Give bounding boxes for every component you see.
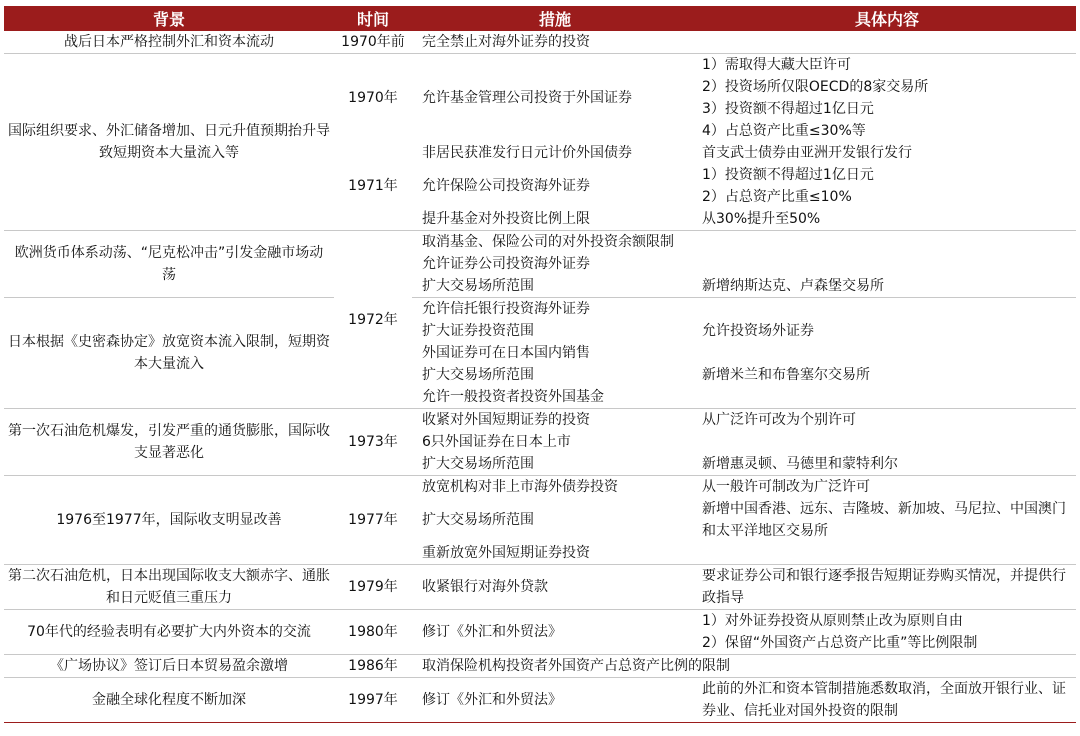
measure-cell: 允许信托银行投资海外证券 <box>412 298 698 321</box>
content-cell <box>698 542 1076 565</box>
content-cell <box>698 31 1076 54</box>
measure-cell: 允许保险公司投资海外证券 <box>422 178 590 194</box>
content-cell <box>698 231 1076 254</box>
content-cell <box>698 253 1076 275</box>
content-cell: 允许投资场外证券 <box>702 323 814 339</box>
measure-cell: 重新放宽外国短期证券投资 <box>422 545 590 561</box>
measure-cell: 收紧银行对海外贷款 <box>412 565 698 610</box>
time-cell: 1980年 <box>334 610 412 655</box>
measure-cell: 收紧对外国短期证券的投资 <box>412 409 698 432</box>
measure-cell: 提升基金对外投资比例上限 <box>422 211 590 227</box>
content-cell: 此前的外汇和资本管制措施悉数取消，全面放开银行业、证券业、信托业对国外投资的限制 <box>698 678 1076 723</box>
content-cell: 新增纳斯达克、卢森堡交易所 <box>702 278 884 294</box>
content-line: 1）需取得大藏大臣许可 <box>702 57 851 73</box>
background-cell: 《广场协议》签订后日本贸易盈余激增 <box>4 655 334 678</box>
background-cell: 第二次石油危机，日本出现国际收支大额赤字、通胀和日元贬值三重压力 <box>4 565 334 610</box>
background-cell: 国际组织要求、外汇储备增加、日元升值预期抬升导致短期资本大量流入等 <box>4 54 334 231</box>
measure-cell: 扩大交易场所范围 <box>422 278 534 294</box>
background-cell: 70年代的经验表明有必要扩大内外资本的交流 <box>4 610 334 655</box>
time-cell: 1970年 <box>334 54 412 143</box>
content-line: 1）投资额不得超过1亿日元 <box>702 167 874 183</box>
content-line: 1）对外证券投资从原则禁止改为原则自由 <box>702 613 963 629</box>
measure-cell: 放宽机构对非上市海外债券投资 <box>412 476 698 499</box>
content-cell <box>698 610 1076 655</box>
table-row <box>4 565 1076 610</box>
measure-cell: 6只外国证券在日本上市 <box>422 434 571 450</box>
content-cell: 新增惠灵顿、马德里和蒙特利尔 <box>702 456 898 472</box>
content-cell <box>698 54 1076 143</box>
header-content: 具体内容 <box>698 6 1076 31</box>
measure-cell: 允许基金管理公司投资于外国证券 <box>412 54 698 143</box>
measure-cell: 修订《外汇和外贸法》 <box>412 678 698 723</box>
policy-table <box>4 6 1076 723</box>
header-measure: 措施 <box>412 6 698 31</box>
measure-cell: 允许一般投资者投资外国基金 <box>422 389 604 405</box>
content-cell: 从广泛许可改为个别许可 <box>698 409 1076 432</box>
content-cell <box>698 164 1076 208</box>
table-row <box>4 409 1076 432</box>
content-cell: 从30%提升至50% <box>702 211 821 227</box>
time-cell: 1973年 <box>334 409 412 476</box>
table-row <box>4 678 1076 723</box>
measure-cell: 取消基金、保险公司的对外投资余额限制 <box>412 231 698 254</box>
measure-cell: 扩大证券投资范围 <box>422 323 534 339</box>
content-cell <box>698 386 1076 409</box>
content-line: 3）投资额不得超过1亿日元 <box>702 101 874 117</box>
content-cell: 新增中国香港、远东、吉隆坡、新加坡、马尼拉、中国澳门和太平洋地区交易所 <box>702 501 1066 539</box>
time-cell: 1971年 <box>348 178 398 194</box>
table-row <box>4 610 1076 655</box>
measure-cell: 非居民获准发行日元计价外国债券 <box>422 145 632 161</box>
content-line: 2）投资场所仅限OECD的8家交易所 <box>702 79 929 95</box>
measure-cell: 扩大交易场所范围 <box>422 367 534 383</box>
content-cell: 要求证券公司和银行逐季报告短期证券购买情况，并提供行政指导 <box>698 565 1076 610</box>
content-cell: 新增米兰和布鲁塞尔交易所 <box>702 367 870 383</box>
background-cell: 战后日本严格控制外汇和资本流动 <box>64 34 274 50</box>
measure-cell: 外国证券可在日本国内销售 <box>422 345 590 361</box>
header-background: 背景 <box>4 6 334 31</box>
table-row <box>4 231 1076 254</box>
background-cell: 金融全球化程度不断加深 <box>4 678 334 723</box>
background-cell: 第一次石油危机爆发，引发严重的通货膨胀，国际收支显著恶化 <box>4 409 334 476</box>
background-cell: 日本根据《史密森协定》放宽资本流入限制，短期资本大量流入 <box>4 298 334 409</box>
content-line: 2）保留“外国资产占总资产比重”等比例限制 <box>702 635 978 651</box>
table-row <box>4 298 1076 321</box>
table-row <box>4 54 1076 143</box>
table-row <box>4 476 1076 499</box>
background-cell: 1976至1977年，国际收支明显改善 <box>4 476 334 565</box>
content-cell <box>698 342 1076 364</box>
table-row <box>4 31 1076 54</box>
content-line: 4）占总资产比重≤30%等 <box>702 123 866 139</box>
time-cell: 1986年 <box>334 655 412 678</box>
time-cell: 1972年 <box>334 231 412 409</box>
time-cell: 1970年前 <box>341 34 405 50</box>
measure-cell: 扩大交易场所范围 <box>422 456 534 472</box>
measure-cell: 允许证券公司投资海外证券 <box>422 256 590 272</box>
time-cell: 1997年 <box>334 678 412 723</box>
time-cell: 1977年 <box>334 476 412 565</box>
measure-cell: 扩大交易场所范围 <box>422 512 534 528</box>
content-cell <box>698 298 1076 321</box>
measure-cell: 完全禁止对海外证券的投资 <box>422 34 590 50</box>
table-row <box>4 655 1076 678</box>
content-cell: 从一般许可制改为广泛许可 <box>698 476 1076 499</box>
content-cell <box>698 431 1076 453</box>
header-time: 时间 <box>334 6 412 31</box>
content-line: 2）占总资产比重≤10% <box>702 189 852 205</box>
header-row <box>4 6 1076 31</box>
background-cell: 欧洲货币体系动荡、“尼克松冲击”引发金融市场动荡 <box>4 231 334 298</box>
measure-cell: 修订《外汇和外贸法》 <box>412 610 698 655</box>
content-cell: 首支武士债券由亚洲开发银行发行 <box>702 145 912 161</box>
time-cell: 1979年 <box>334 565 412 610</box>
measure-cell: 取消保险机构投资者外国资产占总资产比例的限制 <box>412 655 1076 678</box>
